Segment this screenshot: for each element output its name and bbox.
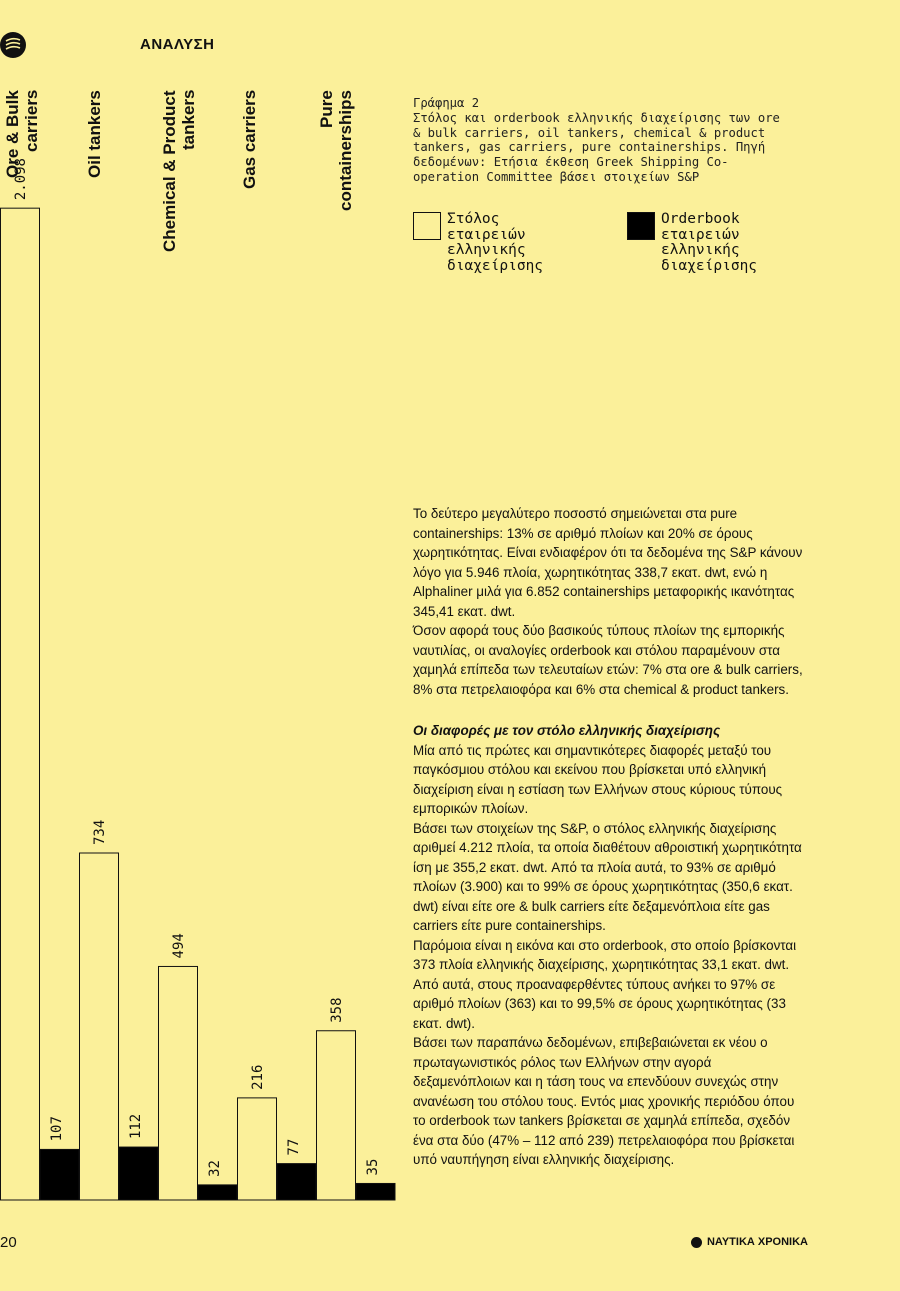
legend-swatch-orderbook (627, 212, 655, 240)
article-subheading: Οι διαφορές με τον στόλο ελληνικής διαχείρισης (413, 723, 721, 738)
legend-swatch-fleet (413, 212, 441, 240)
chart-title: Γράφημα 2 (413, 96, 480, 110)
article-paragraph: Βάσει των παραπάνω δεδομένων, επιβεβαιώνεται εκ νέου ο πρωταγωνιστικός ρόλος των Ελλήνων στην αγορά δεξαμενόπλοιων και η τάση τους να επενδύουν συνεχώς στην ανανέωση του στόλου τους. Εντός μιας χρονικής περιόδου όπου το orderbook των tankers βρίσκεται σε χαμηλά επίπεδα, σχεδόν ένα στα δύο (47% – 112 από 239) πετρελαιοφόρα που βρίσκεται υπό ναυπήγηση είναι ελληνικής διαχείρισης. (413, 1035, 795, 1167)
bar-fleet (159, 966, 198, 1200)
bar-orderbook (277, 1164, 316, 1200)
brand-dot-icon (691, 1237, 702, 1248)
data-label-fleet: 494 (171, 933, 187, 959)
article-paragraph: Βάσει των στοιχείων της S&P, ο στόλος ελληνικής διαχείρισης αριθμεί 4.212 πλοία, τα οποία διαθέτουν αθροιστική χωρητικότητα ίση με 355,2 εκατ. dwt. Από τα πλοία αυτά, το 93% σε αριθμό πλοίων (3.900) και το 99% σε όρους χωρητικότητας (350,6 εκατ. dwt) είναι είτε ore & bulk carriers είτε δεξαμενόπλοια είτε gas carriers είτε pure containerships. (413, 820, 802, 933)
bar-orderbook (40, 1149, 79, 1200)
legend-item-fleet (413, 212, 567, 274)
bar-orderbook (356, 1183, 395, 1200)
data-label-fleet: 2.098 (13, 158, 29, 201)
bar-orderbook (198, 1185, 237, 1200)
chart-caption-text: Στόλος και orderbook ελληνικής διαχείρισης των ore & bulk carriers, oil tankers, chemical & product tankers, gas carriers, pure containerships. Πηγή δεδομένων: Ετήσια έκθεση Greek Shipping Co-operation Committee βάσει στοιχείων S&P (413, 110, 780, 184)
data-label-orderbook: 77 (286, 1138, 302, 1156)
page-number: 20 (0, 1234, 17, 1251)
legend-label-orderbook: Orderbook εταιρειών ελληνικής διαχείρισης (661, 211, 758, 274)
bar-fleet (317, 1031, 356, 1200)
bar-fleet (80, 853, 119, 1200)
data-label-fleet: 216 (250, 1064, 266, 1090)
article-paragraph: Όσον αφορά τους δύο βασικούς τύπους πλοίων της εμπορικής ναυτιλίας, οι αναλογίες orderbook και στόλου παραμένουν στα χαμηλά επίπεδα των τελευταίων ετών: 7% στα ore & bulk carriers, 8% στα πετρελαιοφόρα και 6% στα chemical & product tankers. (413, 623, 803, 697)
data-label-orderbook: 107 (49, 1116, 65, 1142)
category-label: Gas carriers (240, 90, 259, 190)
category-label: Chemical & Product tankers (160, 90, 198, 252)
bar-orderbook (119, 1147, 158, 1200)
data-label-fleet: 734 (92, 819, 108, 845)
brand-name: ΝΑΥΤΙΚΑ ΧΡΟΝΙΚΑ (706, 1236, 808, 1248)
legend-label-fleet: Στόλος εταιρειών ελληνικής διαχείρισης (447, 211, 544, 274)
bar-fleet (1, 208, 40, 1200)
article-paragraph: Παρόμοια είναι η εικόνα και στο orderbook, στο οποίο βρίσκονται 373 πλοία ελληνικής διαχείρισης, χωρητικότητας 33,1 εκατ. dwt. Από αυτά, στους προαναφερθέντες τύπους ανήκει το 97% σε αριθμό πλοίων (363) και το 99,5% σε όρους χωρητικότητας (33 εκατ. dwt). (413, 937, 797, 1031)
category-label: Pure containerships (317, 90, 355, 211)
chart-caption (413, 96, 793, 185)
article-paragraph: Το δεύτερο μεγαλύτερο ποσοστό σημειώνεται στα pure containerships: 13% σε αριθμό πλοίων και 20% σε όρους χωρητικότητας. Είναι ενδιαφέρον ότι τα δεδομένα της S&P κάνουν λόγο για 5.946 πλοία, χωρητικότητας 338,7 εκατ. dwt, ενώ η Alphaliner μιλά για 6.852 containerships μεταφορικής ικανότητας 345,41 εκατ. dwt. (413, 506, 803, 619)
data-label-orderbook: 32 (207, 1160, 223, 1177)
category-label: Oil tankers (85, 90, 104, 178)
category-label: Ore & Bulk carriers (3, 90, 41, 178)
article-body (413, 504, 809, 1170)
data-label-orderbook: 112 (128, 1113, 144, 1140)
footer-brand (691, 1236, 808, 1248)
bar-fleet (238, 1098, 277, 1200)
data-label-fleet: 358 (329, 997, 345, 1023)
section-title: ΑΝΑΛΥΣΗ (140, 36, 215, 53)
legend-item-orderbook (627, 212, 781, 274)
data-label-orderbook: 35 (365, 1158, 381, 1176)
article-paragraph: Μία από τις πρώτες και σημαντικότερες διαφορές μεταξύ του παγκόσμιου στόλου και εκείνου που βρίσκεται υπό ελληνική διαχείριση είναι η εστίαση των Ελλήνων στους κύριους τύπους εμπορικών πλοίων. (413, 742, 783, 816)
bar-chart (0, 0, 400, 1205)
